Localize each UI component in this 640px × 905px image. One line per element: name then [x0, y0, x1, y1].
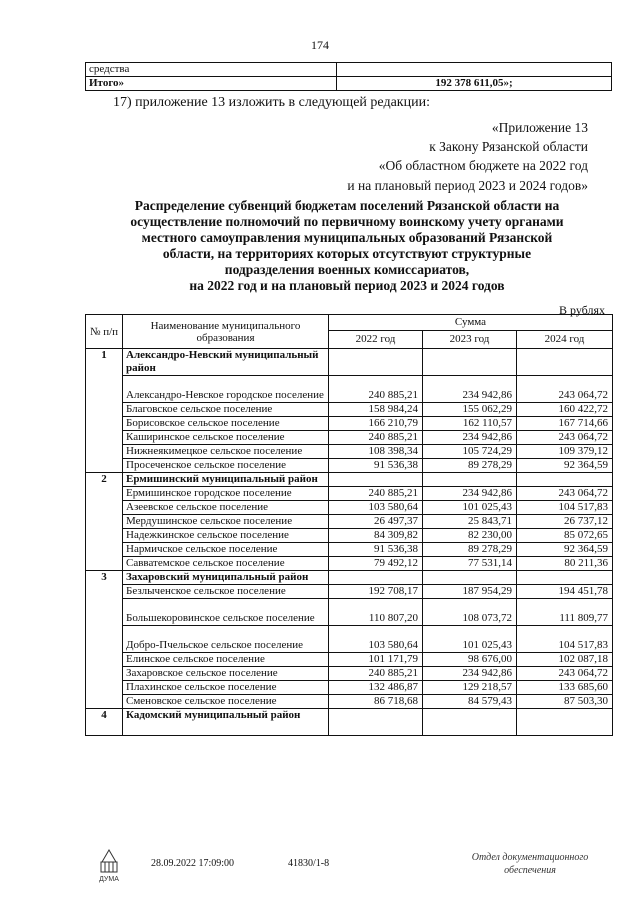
empty-cell: [329, 349, 423, 376]
document-title: [82, 198, 612, 294]
title-line: на 2022 год и на плановый период 2023 и 2024 годов: [189, 278, 505, 293]
table-row: [86, 459, 613, 473]
amount-2022: 166 210,79: [329, 417, 423, 431]
empty-cell: [423, 473, 517, 487]
amount-2024: 243 064,72: [517, 667, 613, 681]
table-row: [86, 77, 612, 91]
district-number: 1: [86, 349, 123, 473]
amount-2023: 155 062,29: [423, 403, 517, 417]
settlement-name: Большекоровинское сельское поселение: [123, 599, 329, 626]
appendix-line: к Закону Рязанской области: [429, 139, 588, 154]
amount-2024: 92 364,59: [517, 543, 613, 557]
total-value: 192 378 611,05»;: [337, 77, 612, 91]
appendix-line: «Об областном бюджете на 2022 год: [378, 158, 588, 173]
district-name: Александро-Невский муниципальный район: [123, 349, 329, 376]
amount-2024: 167 714,66: [517, 417, 613, 431]
amount-2024: 87 503,30: [517, 695, 613, 709]
amount-2022: 240 885,21: [329, 431, 423, 445]
district-number: 4: [86, 709, 123, 736]
empty-cell: [423, 709, 517, 736]
table-row: [86, 585, 613, 599]
empty-cell: [329, 571, 423, 585]
amount-2024: 243 064,72: [517, 431, 613, 445]
settlement-name: Савватемское сельское поселение: [123, 557, 329, 571]
amount-2023: 89 278,29: [423, 543, 517, 557]
empty-cell: [517, 349, 613, 376]
amount-2022: 91 536,38: [329, 543, 423, 557]
settlement-name: Каширинское сельское поселение: [123, 431, 329, 445]
amount-2022: 240 885,21: [329, 376, 423, 403]
settlement-name: Просеченское сельское поселение: [123, 459, 329, 473]
settlement-name: Азеевское сельское поселение: [123, 501, 329, 515]
table-row: [86, 653, 613, 667]
settlement-name: Александро-Невское городское поселение: [123, 376, 329, 403]
title-line: области, на территориях которых отсутствуют структурные: [162, 246, 532, 261]
district-name: Ермишинский муниципальный район: [123, 473, 329, 487]
row-label: средства: [86, 63, 337, 77]
amount-2022: 79 492,12: [329, 557, 423, 571]
header-year-2024: 2024 год: [517, 331, 613, 349]
title-line: местного самоуправления муниципальных образований Рязанской: [141, 230, 553, 245]
header-num: № п/п: [86, 315, 123, 349]
settlement-name: Безлыченское сельское поселение: [123, 585, 329, 599]
stamp-line: Отдел документационного: [471, 852, 589, 863]
table-row: [86, 403, 613, 417]
amount-2022: 108 398,34: [329, 445, 423, 459]
amount-2024: 133 685,60: [517, 681, 613, 695]
total-label: Итого»: [86, 77, 337, 91]
settlement-name: Благовское сельское поселение: [123, 403, 329, 417]
table-row: [86, 681, 613, 695]
footer-department-stamp: [450, 851, 610, 877]
settlement-name: Добро-Пчельское сельское поселение: [123, 626, 329, 653]
amount-2024: 26 737,12: [517, 515, 613, 529]
district-name: Захаровский муниципальный район: [123, 571, 329, 585]
amount-2022: 158 984,24: [329, 403, 423, 417]
amount-2024: 80 211,36: [517, 557, 613, 571]
amount-2024: 243 064,72: [517, 487, 613, 501]
duma-logo: [96, 848, 122, 884]
table-row: [86, 599, 613, 626]
continuation-table: [85, 62, 612, 91]
settlement-name: Надежкинское сельское поселение: [123, 529, 329, 543]
table-row: [86, 431, 613, 445]
amount-2024: 92 364,59: [517, 459, 613, 473]
table-row: [86, 667, 613, 681]
units-note: В рублях: [558, 303, 605, 317]
settlement-name: Елинское сельское поселение: [123, 653, 329, 667]
table-row: [86, 376, 613, 403]
amount-2023: 234 942,86: [423, 376, 517, 403]
header-year-2023: 2023 год: [423, 331, 517, 349]
amount-2022: 132 486,87: [329, 681, 423, 695]
title-line: подразделения военных комиссариатов,: [224, 262, 470, 277]
district-name: Кадомский муниципальный район: [123, 709, 329, 736]
district-row: [86, 349, 613, 376]
district-row: [86, 571, 613, 585]
logo-text: ДУМА: [99, 876, 119, 883]
table-row: [86, 487, 613, 501]
settlement-name: Ермишинское городское поселение: [123, 487, 329, 501]
table-row: [86, 501, 613, 515]
settlement-name: Захаровское сельское поселение: [123, 667, 329, 681]
settlement-name: Сменовское сельское поселение: [123, 695, 329, 709]
empty-cell: [517, 709, 613, 736]
amount-2023: 89 278,29: [423, 459, 517, 473]
table-row: [86, 543, 613, 557]
header-name: Наименование муниципального образования: [123, 315, 329, 349]
district-number: 3: [86, 571, 123, 709]
amount-2022: 103 580,64: [329, 626, 423, 653]
amount-2024: 102 087,18: [517, 653, 613, 667]
empty-cell: [517, 473, 613, 487]
amount-2022: 110 807,20: [329, 599, 423, 626]
amount-2023: 98 676,00: [423, 653, 517, 667]
amount-2023: 101 025,43: [423, 626, 517, 653]
empty-cell: [423, 571, 517, 585]
amount-2023: 77 531,14: [423, 557, 517, 571]
footer-doc-number: 41830/1-8: [288, 858, 330, 869]
empty-cell: [329, 709, 423, 736]
header-sum: Сумма: [329, 315, 613, 331]
page-number: 174: [311, 38, 329, 52]
amount-2022: 240 885,21: [329, 487, 423, 501]
appendix-line: и на плановый период 2023 и 2024 годов»: [347, 178, 588, 193]
empty-cell: [517, 571, 613, 585]
amount-2024: 109 379,12: [517, 445, 613, 459]
table-row: [86, 626, 613, 653]
table-row: [86, 557, 613, 571]
settlement-name: Мердушинское сельское поселение: [123, 515, 329, 529]
amount-2024: 104 517,83: [517, 501, 613, 515]
amount-2022: 26 497,37: [329, 515, 423, 529]
header-year-2022: 2022 год: [329, 331, 423, 349]
district-number: 2: [86, 473, 123, 571]
empty-cell: [329, 473, 423, 487]
amount-2023: 234 942,86: [423, 487, 517, 501]
table-row: [86, 417, 613, 431]
amount-2024: 111 809,77: [517, 599, 613, 626]
table-row: [86, 515, 613, 529]
district-row: [86, 473, 613, 487]
settlement-name: Нижнеякимецкое сельское поселение: [123, 445, 329, 459]
amount-2023: 82 230,00: [423, 529, 517, 543]
row-value: [337, 63, 612, 77]
amount-2023: 101 025,43: [423, 501, 517, 515]
amount-2024: 104 517,83: [517, 626, 613, 653]
amount-2024: 243 064,72: [517, 376, 613, 403]
empty-cell: [423, 349, 517, 376]
amount-2022: 103 580,64: [329, 501, 423, 515]
amount-2024: 194 451,78: [517, 585, 613, 599]
title-line: Распределение субвенций бюджетам поселений Рязанской области на: [134, 198, 560, 213]
district-row: [86, 709, 613, 736]
amount-2023: 108 073,72: [423, 599, 517, 626]
settlement-name: Нармичское сельское поселение: [123, 543, 329, 557]
table-row: [86, 445, 613, 459]
footer-date: 28.09.2022 17:09:00: [151, 858, 235, 869]
amount-2022: 86 718,68: [329, 695, 423, 709]
table-row: [86, 63, 612, 77]
stamp-line: обеспечения: [504, 865, 556, 876]
table-row: [86, 695, 613, 709]
amount-2022: 84 309,82: [329, 529, 423, 543]
header-row: [86, 315, 613, 331]
amount-2022: 91 536,38: [329, 459, 423, 473]
amount-2023: 84 579,43: [423, 695, 517, 709]
amount-2023: 234 942,86: [423, 431, 517, 445]
amount-2023: 162 110,57: [423, 417, 517, 431]
settlement-name: Борисовское сельское поселение: [123, 417, 329, 431]
amount-2022: 240 885,21: [329, 667, 423, 681]
amount-2024: 85 072,65: [517, 529, 613, 543]
settlement-name: Плахинское сельское поселение: [123, 681, 329, 695]
table-row: [86, 529, 613, 543]
amount-2023: 105 724,29: [423, 445, 517, 459]
instruction-text: 17) приложение 13 изложить в следующей редакции:: [113, 95, 430, 110]
amount-2024: 160 422,72: [517, 403, 613, 417]
amount-2022: 192 708,17: [329, 585, 423, 599]
amount-2023: 187 954,29: [423, 585, 517, 599]
title-line: осуществление полномочий по первичному воинскому учету органами: [130, 214, 564, 229]
appendix-line: «Приложение 13: [491, 120, 588, 135]
amount-2023: 129 218,57: [423, 681, 517, 695]
amount-2023: 25 843,71: [423, 515, 517, 529]
subvention-table: [85, 314, 613, 736]
amount-2023: 234 942,86: [423, 667, 517, 681]
amount-2022: 101 171,79: [329, 653, 423, 667]
